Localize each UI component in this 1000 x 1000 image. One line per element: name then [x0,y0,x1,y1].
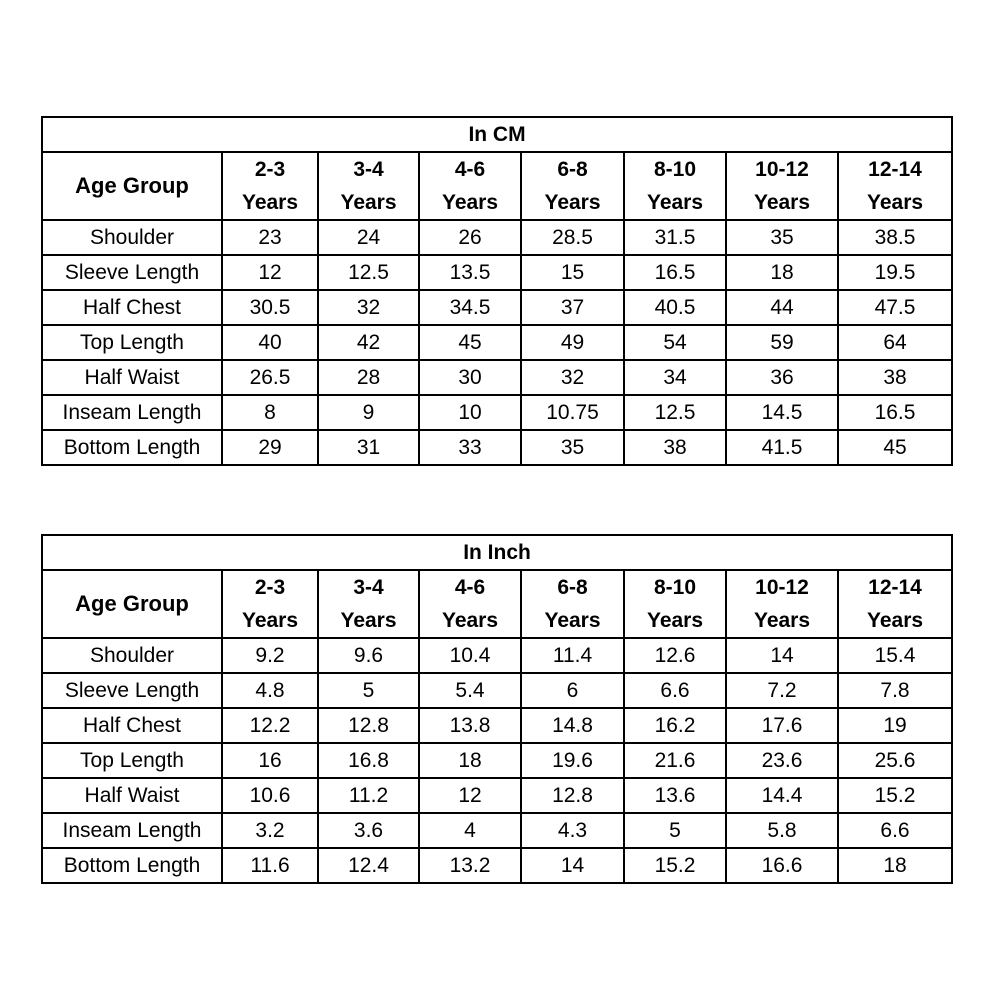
measurement-value: 9 [318,395,419,430]
measurement-value: 7.8 [838,673,952,708]
measurement-value: 5 [624,813,726,848]
measurement-value: 34.5 [419,290,521,325]
measurement-value: 16.5 [838,395,952,430]
measurement-label: Bottom Length [42,848,222,883]
measurement-value: 25.6 [838,743,952,778]
table-title: In CM [42,117,952,152]
measurement-value: 35 [726,220,838,255]
measurement-value: 3.6 [318,813,419,848]
measurement-label: Half Chest [42,290,222,325]
age-column-header [521,570,624,638]
age-range-label: 12-14 [868,158,922,181]
table-row [42,325,952,360]
measurement-value: 12 [419,778,521,813]
measurement-label: Half Chest [42,708,222,743]
table-row [42,360,952,395]
measurement-value: 10.4 [419,638,521,673]
measurement-label: Half Waist [42,778,222,813]
measurement-value: 12.8 [521,778,624,813]
age-unit-label: Years [441,191,499,214]
measurement-value: 45 [838,430,952,465]
measurement-value: 14 [521,848,624,883]
measurement-value: 28 [318,360,419,395]
measurement-value: 12 [222,255,318,290]
measurement-value: 5.8 [726,813,838,848]
measurement-value: 47.5 [838,290,952,325]
table-row [42,708,952,743]
measurement-value: 9.2 [222,638,318,673]
measurement-value: 4 [419,813,521,848]
age-range-label: 12-14 [868,576,922,599]
measurement-value: 34 [624,360,726,395]
measurement-value: 15.4 [838,638,952,673]
table-row [42,395,952,430]
measurement-value: 19.6 [521,743,624,778]
age-column-header [318,570,419,638]
measurement-value: 14.5 [726,395,838,430]
measurement-value: 18 [726,255,838,290]
measurement-value: 44 [726,290,838,325]
measurement-label: Top Length [42,743,222,778]
table-title-row [42,117,952,152]
age-column-header [726,570,838,638]
age-column-header [726,152,838,220]
age-unit-label: Years [866,191,924,214]
measurement-value: 23 [222,220,318,255]
age-unit-label: Years [441,609,499,632]
age-unit-label: Years [340,609,397,632]
age-unit-label: Years [753,191,811,214]
measurement-value: 12.5 [624,395,726,430]
measurement-value: 7.2 [726,673,838,708]
age-range-label: 4-6 [454,576,486,599]
measurement-value: 13.2 [419,848,521,883]
age-range-label: 3-4 [353,576,384,599]
table-row [42,778,952,813]
age-range-label: 4-6 [454,158,486,181]
measurement-value: 13.6 [624,778,726,813]
measurement-value: 5 [318,673,419,708]
measurement-value: 19 [838,708,952,743]
age-column-header [222,152,318,220]
measurement-value: 28.5 [521,220,624,255]
age-range-label: 2-3 [254,576,286,599]
measurement-value: 8 [222,395,318,430]
measurement-value: 15.2 [838,778,952,813]
measurement-value: 11.2 [318,778,419,813]
measurement-value: 16 [222,743,318,778]
measurement-value: 31.5 [624,220,726,255]
table-header-row [42,152,952,220]
age-range-label: 8-10 [653,158,697,181]
age-range-label: 2-3 [254,158,286,181]
table-row [42,848,952,883]
age-unit-label: Years [866,609,924,632]
measurement-value: 42 [318,325,419,360]
measurement-value: 12.5 [318,255,419,290]
measurement-value: 9.6 [318,638,419,673]
measurement-value: 12.4 [318,848,419,883]
measurement-value: 45 [419,325,521,360]
measurement-value: 10 [419,395,521,430]
measurement-value: 38.5 [838,220,952,255]
measurement-value: 31 [318,430,419,465]
age-unit-label: Years [241,609,299,632]
measurement-value: 6.6 [624,673,726,708]
measurement-value: 30 [419,360,521,395]
measurement-value: 14.4 [726,778,838,813]
measurement-value: 26.5 [222,360,318,395]
table-row [42,290,952,325]
measurement-value: 4.8 [222,673,318,708]
measurement-value: 14 [726,638,838,673]
age-column-header [318,152,419,220]
measurement-value: 16.5 [624,255,726,290]
table-row [42,743,952,778]
age-column-header [419,570,521,638]
age-range-label: 3-4 [353,158,384,181]
measurement-label: Shoulder [42,638,222,673]
measurement-value: 14.8 [521,708,624,743]
measurement-value: 32 [318,290,419,325]
age-range-label: 8-10 [653,576,697,599]
measurement-value: 10.6 [222,778,318,813]
measurement-value: 18 [419,743,521,778]
measurement-value: 18 [838,848,952,883]
age-column-header [838,570,952,638]
measurement-value: 15.2 [624,848,726,883]
measurement-label: Shoulder [42,220,222,255]
measurement-value: 49 [521,325,624,360]
measurement-label: Sleeve Length [42,673,222,708]
measurement-label: Half Waist [42,360,222,395]
age-unit-label: Years [544,191,601,214]
measurement-value: 6 [521,673,624,708]
measurement-label: Inseam Length [42,395,222,430]
measurement-value: 16.8 [318,743,419,778]
measurement-value: 23.6 [726,743,838,778]
size-chart-inch-table [41,534,953,884]
age-unit-label: Years [241,191,299,214]
measurement-value: 21.6 [624,743,726,778]
measurement-value: 16.2 [624,708,726,743]
measurement-value: 15 [521,255,624,290]
size-chart-cm-table [41,116,953,466]
age-unit-label: Years [544,609,601,632]
measurement-value: 4.3 [521,813,624,848]
age-column-header [419,152,521,220]
measurement-value: 30.5 [222,290,318,325]
table-title: In Inch [42,535,952,570]
age-column-header [521,152,624,220]
measurement-value: 33 [419,430,521,465]
measurement-value: 12.2 [222,708,318,743]
measurement-value: 64 [838,325,952,360]
age-range-label: 10-12 [755,158,809,181]
measurement-value: 13.8 [419,708,521,743]
measurement-value: 38 [624,430,726,465]
age-range-label: 6-8 [557,576,588,599]
age-range-label: 6-8 [557,158,588,181]
measurement-value: 19.5 [838,255,952,290]
measurement-value: 11.6 [222,848,318,883]
table-title-row [42,535,952,570]
measurement-value: 6.6 [838,813,952,848]
measurement-value: 12.8 [318,708,419,743]
measurement-value: 40 [222,325,318,360]
age-column-header [222,570,318,638]
table-row [42,673,952,708]
age-unit-label: Years [340,191,397,214]
age-unit-label: Years [646,609,704,632]
age-column-header [624,152,726,220]
measurement-value: 16.6 [726,848,838,883]
measurement-value: 13.5 [419,255,521,290]
measurement-value: 3.2 [222,813,318,848]
measurement-label: Inseam Length [42,813,222,848]
measurement-value: 5.4 [419,673,521,708]
age-column-header [838,152,952,220]
measurement-label: Sleeve Length [42,255,222,290]
measurement-value: 38 [838,360,952,395]
measurement-value: 12.6 [624,638,726,673]
measurement-value: 35 [521,430,624,465]
age-unit-label: Years [753,609,811,632]
measurement-value: 36 [726,360,838,395]
measurement-value: 32 [521,360,624,395]
table-row [42,638,952,673]
age-unit-label: Years [646,191,704,214]
measurement-label: Bottom Length [42,430,222,465]
measurement-value: 26 [419,220,521,255]
table-row [42,430,952,465]
measurement-value: 11.4 [521,638,624,673]
table-row [42,813,952,848]
measurement-value: 37 [521,290,624,325]
table-header-row [42,570,952,638]
measurement-value: 24 [318,220,419,255]
measurement-value: 59 [726,325,838,360]
age-group-header: Age Group [42,152,222,220]
table-row [42,220,952,255]
measurement-value: 10.75 [521,395,624,430]
age-column-header [624,570,726,638]
table-row [42,255,952,290]
age-group-header: Age Group [42,570,222,638]
measurement-value: 17.6 [726,708,838,743]
measurement-label: Top Length [42,325,222,360]
measurement-value: 54 [624,325,726,360]
age-range-label: 10-12 [755,576,809,599]
measurement-value: 40.5 [624,290,726,325]
measurement-value: 29 [222,430,318,465]
measurement-value: 41.5 [726,430,838,465]
